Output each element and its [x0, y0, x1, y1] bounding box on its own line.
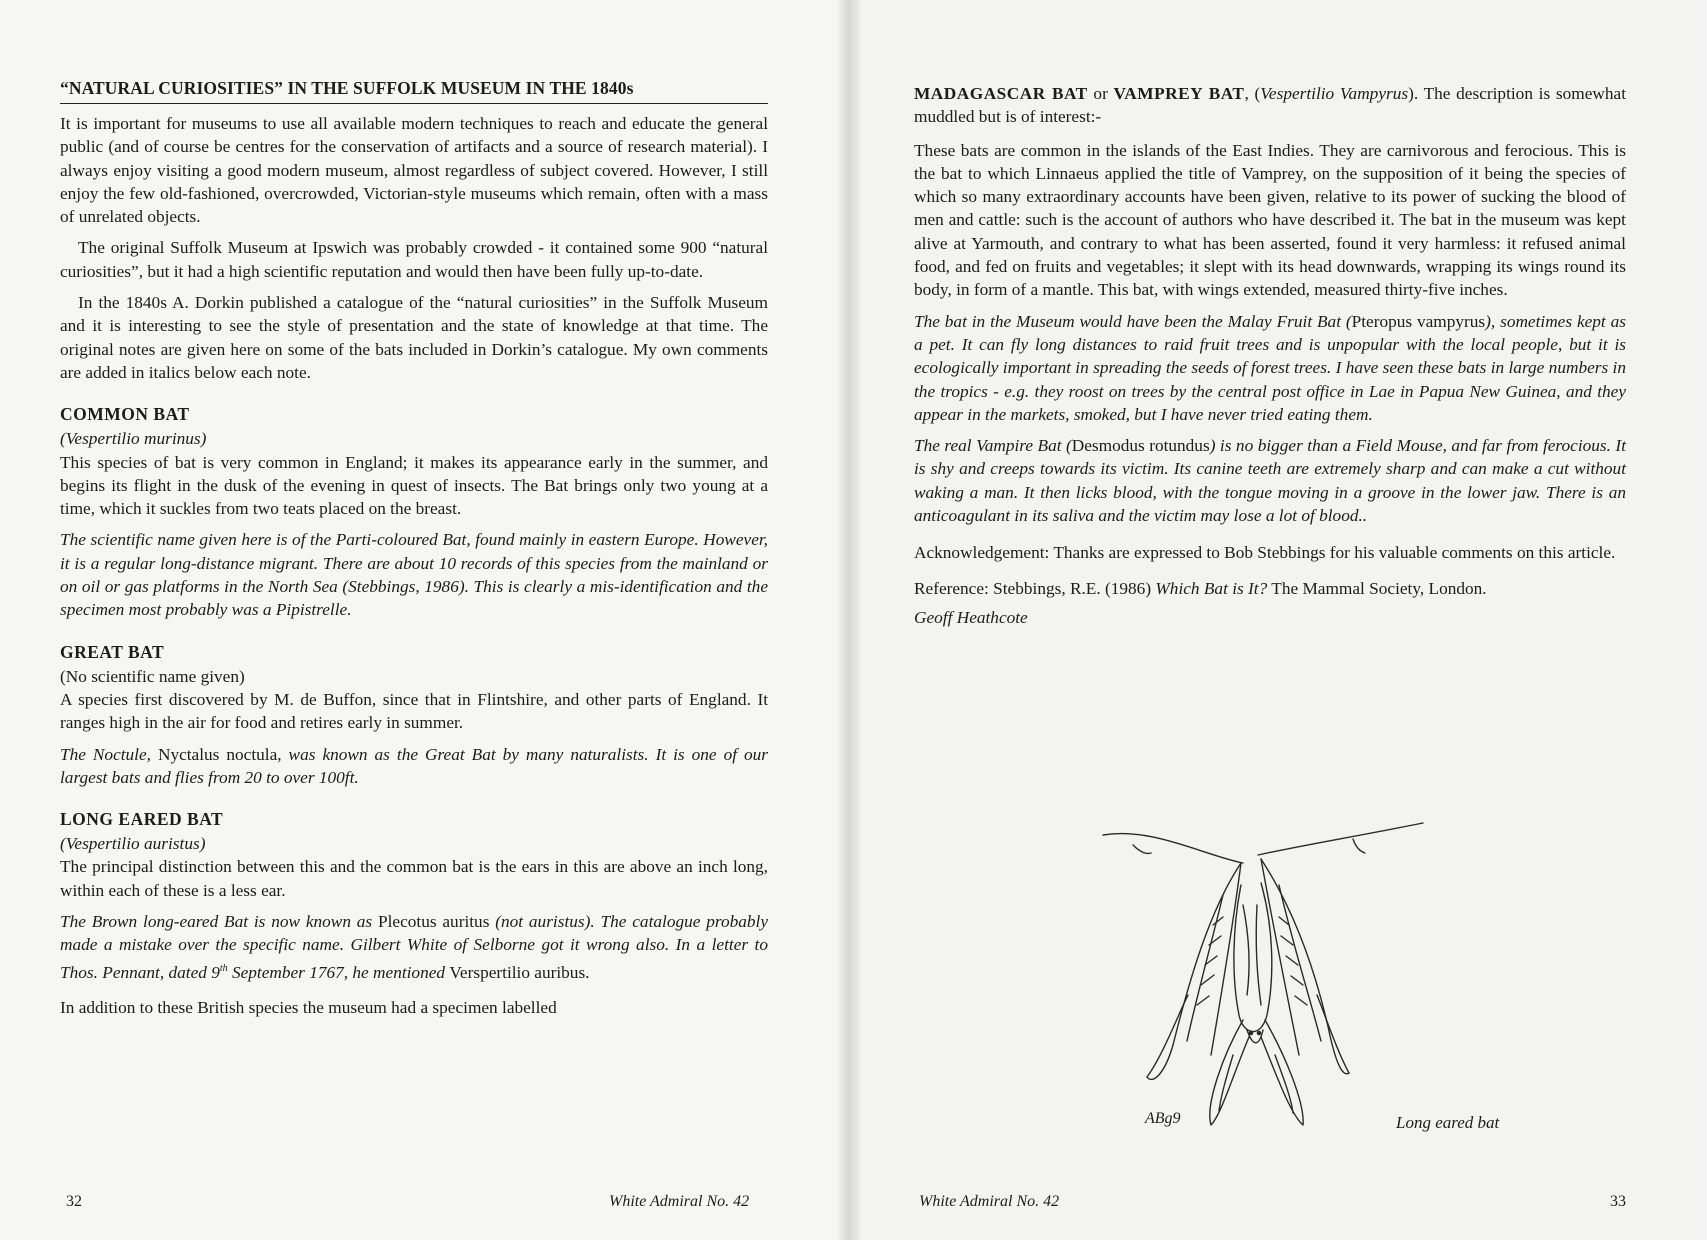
madagascar-bat-heading: MADAGASCAR BAT: [914, 84, 1088, 103]
left-page-number: 32: [66, 1193, 82, 1210]
great-bat-heading: GREAT BAT: [60, 641, 165, 662]
reference-title: Which Bat is It?: [1155, 578, 1268, 598]
great-bat-latin: (No scientific name given): [60, 666, 245, 686]
long-eared-comment-part-d: September 1767, he mentioned: [227, 962, 450, 982]
right-page-number: 33: [1610, 1193, 1626, 1210]
reference: [914, 577, 1626, 600]
branch-right-line: [1258, 823, 1423, 855]
common-bat-text: This species of bat is very common in England; it makes its appearance early in the summer, and begins its flight in the dusk of the evening in quest of insects. The Bat brings only two young at a time, which it suckles from two teats placed on the breast.: [60, 452, 768, 519]
madagascar-description: ). The description is somewhat muddled but is of interest:-: [914, 84, 1627, 127]
right-column: [914, 82, 1626, 628]
acknowledgement: Acknowledgement: Thanks are expressed to Bob Stebbings for his valuable comments on this article.: [914, 543, 1616, 563]
great-bat-text: A species first discovered by M. de Buffon, since that in Flintshire, and other parts of England. It ranges high in the air for food and retires early in summer.: [60, 689, 768, 733]
right-magazine-footer: White Admiral No. 42: [919, 1193, 1060, 1210]
vampire-bat-species: Desmodus rotundus: [1071, 436, 1210, 456]
left-magazine-footer: White Admiral No. 42: [609, 1193, 750, 1210]
fruit-bat-comment: [914, 310, 1626, 426]
left-page: [0, 0, 848, 1240]
long-eared-bat-heading: LONG EARED BAT: [60, 809, 224, 830]
long-eared-comment-species-2: Verspertilio auribus.: [449, 962, 590, 982]
vampire-bat-comment-c: ) is no bigger than a Field Mouse, and far from ferocious. It is shy and creeps towards its victim. Its canine teeth are extremely sharp and can make a cut without waking a man. It then licks blood, with the tongue moving in a groove in the lower jaw. There is an anticoagulant in its saliva and the victim may lose a lot of blood..: [914, 436, 1626, 526]
branch-left-line: [1103, 834, 1243, 863]
long-eared-bat-text: The principal distinction between this and the common bat is the ears in this are above an inch long, within each of these is a less ear.: [60, 857, 768, 900]
vamprey-bat-heading: VAMPREY BAT: [1113, 84, 1245, 103]
long-eared-bat-comment: [60, 910, 768, 984]
right-page: [848, 0, 1707, 1240]
common-bat-heading: COMMON BAT: [60, 404, 190, 425]
madagascar-quote: These bats are common in the islands of the East Indies. They are carnivorous and ferocious. This is the bat to which Linnaeus applied the title of Vamprey, on the supposition of it being the species of which so many extraordinary accounts have been given, relative to its power of sucking the blood of men and cattle: such is the account of authors who have described it. The bat in the museum was kept alive at Yarmouth, and contrary to what has been asserted, found it very harmless: it refused animal food, and fed on fruits and vegetables; it slept with its head downwards, wrapping its wings round its body, in form of a mantle. This bat, with wings extended, measured thirty-five inches.: [914, 140, 1626, 300]
long-eared-comment-part-c: (not auristus). The catalogue probably made a mistake over the specific name. Gilbert White of Selborne got it wrong also. In a letter to Thos. Pennant, dated 9: [60, 912, 768, 982]
fruit-bat-species: Pteropus vampyrus: [1351, 311, 1486, 331]
reference-a: Reference: Stebbings, R.E. (1986): [914, 578, 1156, 598]
long-eared-bat-illustration: [1093, 815, 1453, 1155]
book-gutter: [838, 0, 860, 1240]
long-eared-comment-species: Plecotus auritus: [378, 912, 490, 932]
left-column: [60, 78, 768, 1019]
illustration-artist-signature: ABg9: [1145, 1110, 1181, 1127]
illustration-caption: Long eared bat: [1396, 1113, 1500, 1132]
madagascar-latin: Vespertilio Vampyrus: [1260, 84, 1409, 103]
reference-c: The Mammal Society, London.: [1267, 578, 1487, 598]
common-bat-latin: (Vespertilio murinus): [60, 429, 207, 449]
fruit-bat-comment-c: ), sometimes kept as a pet. It can fly long distances to raid fruit trees and is unpopular with the local people, but it is ecologically important in spreading the seeds of forest trees. I have seen these bats in large numbers in the tropics - e.g. they roost on trees by the central post office in Lae in Papua New Guinea, and they appear in the markets, smoked, but I have never tried eating them.: [914, 311, 1626, 424]
vampire-bat-comment-a: The real Vampire Bat (: [914, 436, 1072, 456]
madagascar-bat-intro: [914, 82, 1626, 129]
author-signature: Geoff Heathcote: [914, 607, 1028, 627]
intro-paragraph-2: The original Suffolk Museum at Ipswich was probably crowded - it contained some 900 “natural curiosities”, but it had a high scientific reputation and would then have been fully up-to-date.: [60, 238, 768, 281]
common-bat-comment: The scientific name given here is of the Parti-coloured Bat, found mainly in eastern Europe. However, it is a regular long-distance migrant. There are about 10 records of this species from the mainland or on oil or gas platforms in the North Sea (Stebbings, 1986). This is clearly a mis-identification and the specimen most probably was a Pipistrelle.: [60, 530, 768, 620]
long-eared-comment-part-a: The Brown long-eared Bat is now known as: [60, 912, 378, 932]
long-eared-comment-sup: th: [219, 962, 228, 974]
madagascar-punct: , (: [1244, 84, 1261, 103]
vampire-bat-comment: [914, 434, 1626, 527]
intro-paragraph-3: In the 1840s A. Dorkin published a catalogue of the “natural curiosities” in the Suffolk Museum and it is interesting to see the style of presentation and the state of knowledge at that time. The original notes are given here on some of the bats included in Dorkin’s catalogue. My own comments are added in italics below each note.: [60, 293, 768, 382]
great-bat-comment-part-a: The Noctule,: [60, 744, 158, 764]
intro-paragraph-1: It is important for museums to use all available modern techniques to reach and educate the general public (and of course be centres for the conservation of artifacts and a source of research material). I always enjoy visiting a good modern museum, almost regardless of subject covered. However, I still enjoy the few old-fashioned, overcrowded, Victorian-style museums which remain, often with a mass of unrelated objects.: [60, 114, 768, 227]
great-bat-comment: [60, 743, 768, 790]
great-bat-comment-species: Nyctalus noctula,: [157, 744, 282, 764]
long-eared-bat-latin: (Vespertilio auristus): [60, 834, 206, 854]
great-bat-comment-part-c: was known as the Great Bat by many naturalists. It is one of our largest bats and flies from 20 to over 100ft.: [60, 744, 769, 787]
madagascar-or: or: [1087, 84, 1114, 103]
fruit-bat-comment-a: The bat in the Museum would have been the Malay Fruit Bat (: [914, 311, 1352, 331]
closing-paragraph: In addition to these British species the museum had a specimen labelled: [60, 997, 557, 1017]
article-title: “NATURAL CURIOSITIES” IN THE SUFFOLK MUSEUM IN THE 1840s: [60, 78, 768, 104]
